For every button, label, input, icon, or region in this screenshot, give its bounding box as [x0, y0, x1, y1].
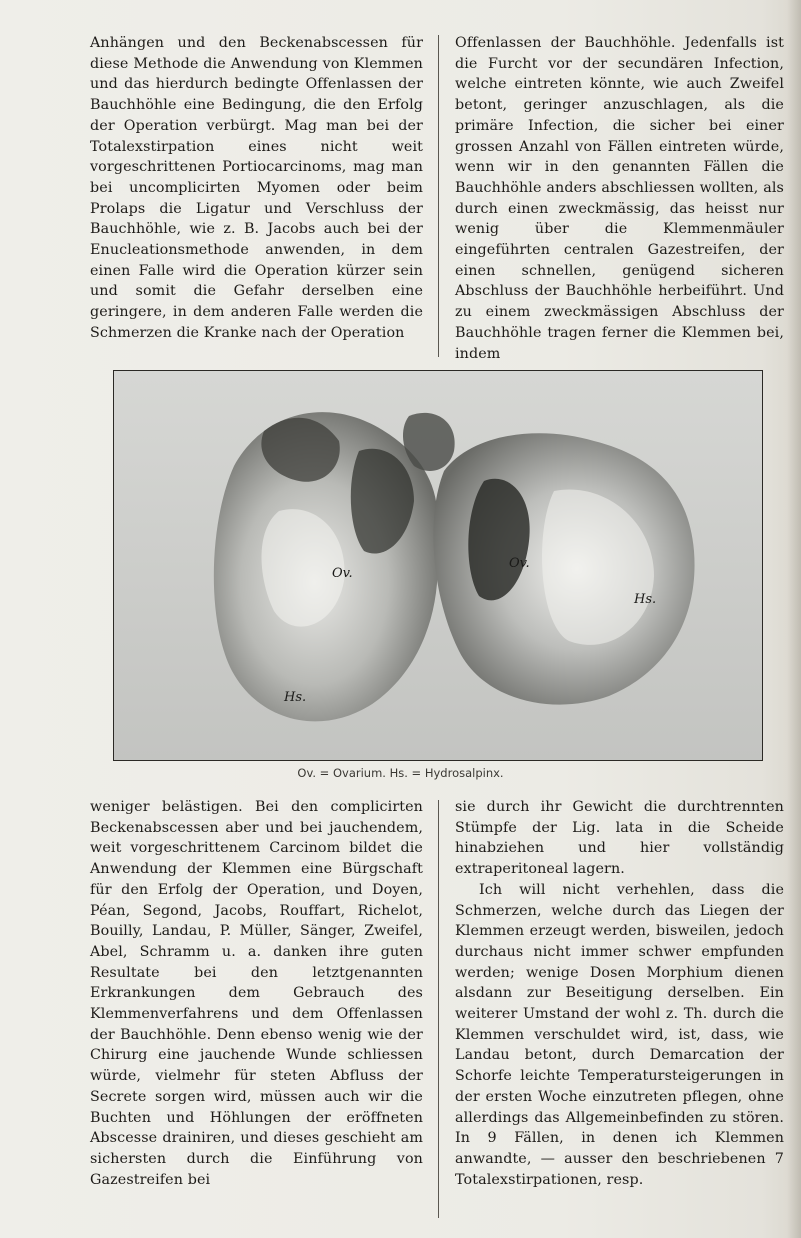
text-column-bottom-right	[455, 797, 784, 1190]
label-hs-left: Hs.	[284, 690, 307, 705]
paragraph: Anhängen und den Beckenabscessen für diese Methode die Anwendung von Klemmen und das hierdurch bedingte Offenlassen der Bauchhöhle eine Bedingung, die den Erfolg der Operation verbürgt. Mag man bei der Totalexstirpation eines nicht weit vorgeschrittenen Portiocarcinoms, mag man bei uncomplicirten Myomen oder beim Prolaps die Ligatur und Verschluss der Bauchhöhle, wie z. B. Jacobs auch bei der Enucleationsmethode anwenden, in dem einen Falle wird die Operation kürzer sein und somit die Gefahr derselben eine geringere, in dem anderen Falle werden die Schmerzen die Kranke nach der Operation	[90, 35, 423, 341]
paragraph: sie durch ihr Gewicht die durchtrennten Stümpfe der Lig. lata in die Scheide hinabziehen und hier vollständig extraperitoneal lagern.	[455, 799, 784, 878]
label-hs-right: Hs.	[634, 592, 657, 607]
text-column-top-left	[90, 33, 423, 344]
page-edge-shadow	[787, 0, 801, 1238]
text-column-top-right	[455, 33, 784, 364]
specimen-photograph	[113, 370, 763, 761]
figure-caption: Ov. = Ovarium. Hs. = Hydrosalpinx.	[297, 766, 504, 780]
label-ov-right: Ov.	[509, 556, 530, 571]
text-column-bottom-left	[90, 797, 423, 1190]
paragraph: Ich will nicht verhehlen, dass die Schmerzen, welche durch das Liegen der Klemmen erzeugt werden, bisweilen, jedoch durchaus nicht immer schwer empfunden werden; wenige Dosen Morphium dienen alsdann zur Beseitigung derselben. Ein weiterer Umstand der wohl z. Th. durch die Klemmen verschuldet wird, ist, dass, wie Landau betont, durch Demarcation der Schorfe leichte Temperatursteigerungen in der ersten Woche einzutreten pflegen, ohne allerdings das Allgemeinbefinden zu stören. In 9 Fällen, in denen ich Klemmen anwandte, — ausser den beschriebenen 7 Totalexstirpationen, resp.	[455, 881, 784, 1188]
label-ov-left: Ov.	[332, 566, 353, 581]
column-divider	[438, 800, 439, 1218]
paragraph: weniger belästigen. Bei den complicirten Beckenabscessen aber und bei jauchendem, weit vorgeschrittenem Carcinom bildet die Anwendung der Klemmen eine Bürgschaft für den Erfolg der Operation, und Doyen, Péan, Segond, Jacobs, Rouffart, Richelot, Bouilly, Landau, P. Müller, Sänger, Zweifel, Abel, Schramm u. a. danken ihre guten Resultate bei den letztgenannten Erkrankungen dem Gebrauch des Klemmenverfahrens und dem Offenlassen der Bauchhöhle. Denn ebenso wenig wie der Chirurg eine jauchende Wunde schliessen würde, vielmehr für steten Abfluss der Secrete sorgen wird, müssen auch wir die Buchten und Höhlungen der eröffneten Abscesse drainiren, und dieses geschieht am sichersten durch die Einführung von Gazestreifen bei	[90, 799, 423, 1188]
paragraph: Offenlassen der Bauchhöhle. Jedenfalls ist die Furcht vor der secundären Infection, welche eintreten könnte, wie auch Zweifel betont, geringer anzuschlagen, als die primäre Infection, die sicher bei einer grossen Anzahl von Fällen eintreten würde, wenn wir in den genannten Fällen die Bauchhöhle anders abschliessen wollten, als durch einen zweckmässig, das heisst nur wenig über die Klemmenmäuler eingeführten centralen Gazestreifen, der einen schnellen, genügend sicheren Abschluss der Bauchhöhle herbeiführt. Und zu einem zweckmässigen Abschluss der Bauchhöhle tragen ferner die Klemmen bei, indem	[455, 35, 784, 362]
column-divider	[438, 35, 439, 357]
